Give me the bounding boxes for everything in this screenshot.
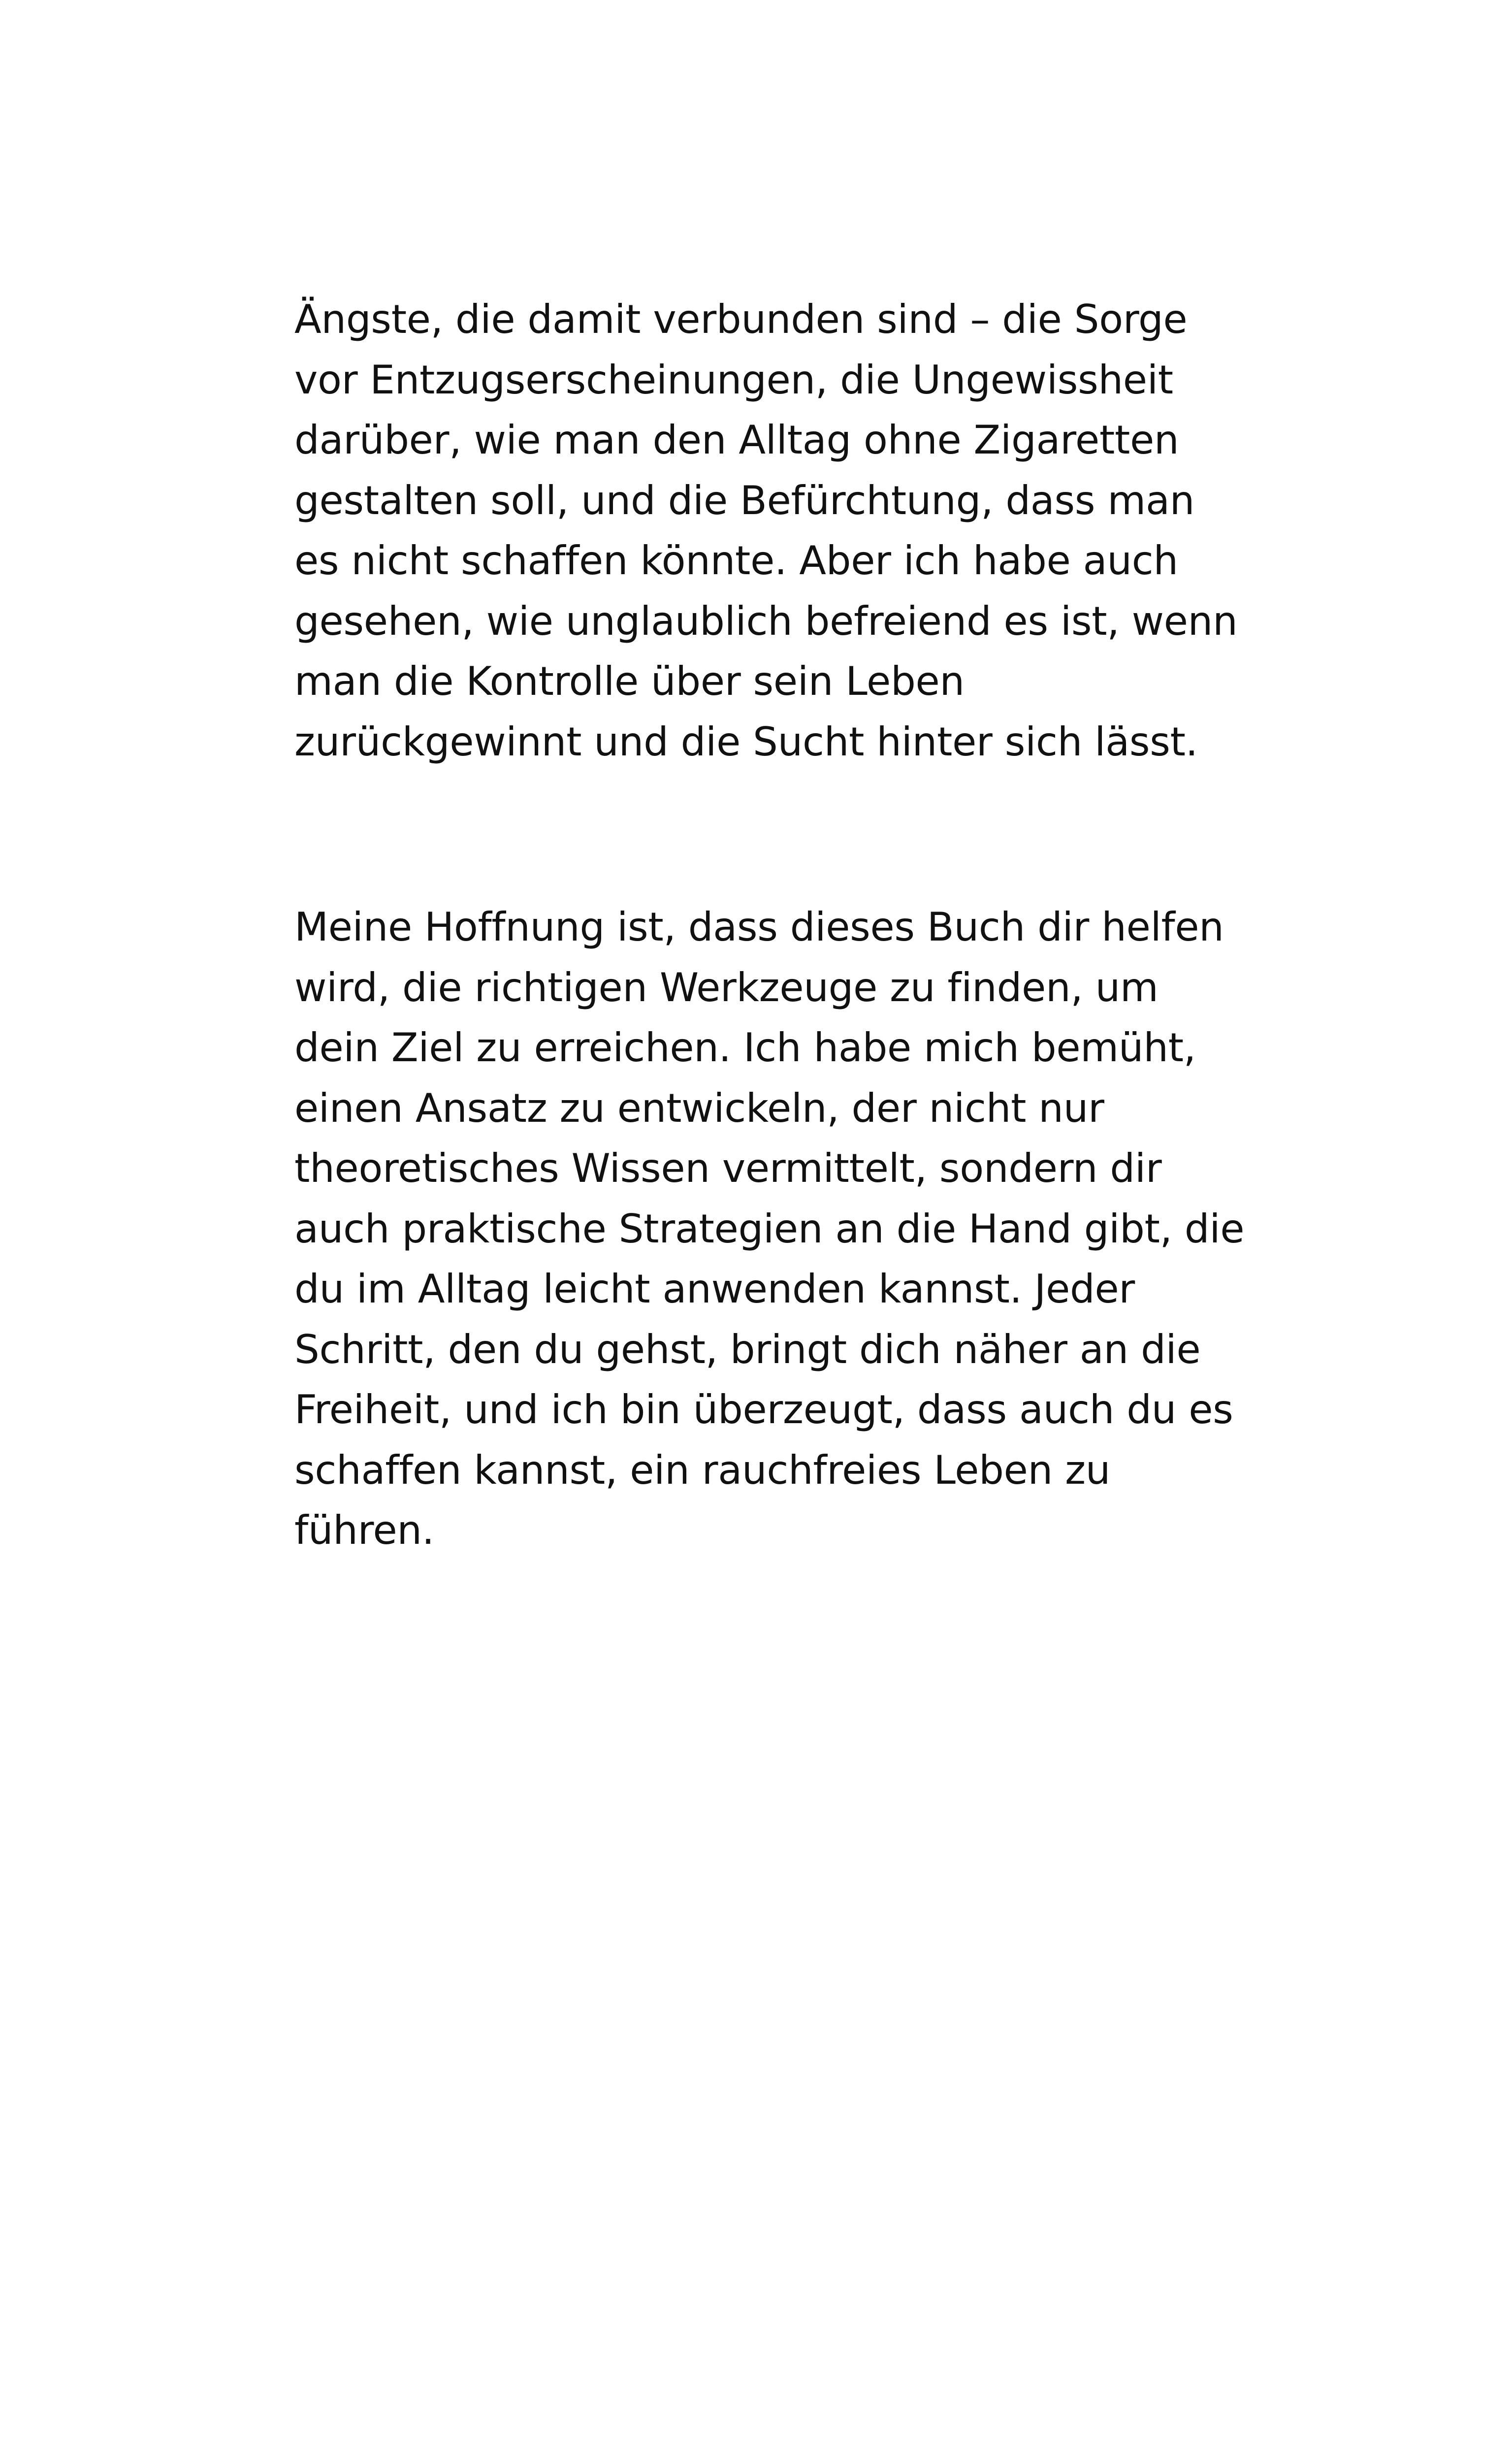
paragraph-line: Freiheit, und ich bin überzeugt, dass auch du es bbox=[294, 1387, 1233, 1433]
paragraph-line: führen. bbox=[294, 1507, 434, 1553]
paragraph-line: Meine Hoffnung ist, dass dieses Buch dir helfen bbox=[294, 904, 1224, 950]
paragraph-line: schaffen kannst, ein rauchfreies Leben zu bbox=[294, 1447, 1111, 1493]
paragraph-2 bbox=[294, 897, 1259, 1561]
paragraph-line: vor Entzugserscheinungen, die Ungewissheit bbox=[294, 357, 1173, 403]
paragraph-line: darüber, wie man den Alltag ohne Zigaretten bbox=[294, 417, 1179, 463]
paragraph-line: man die Kontrolle über sein Leben bbox=[294, 658, 965, 704]
paragraph-line: gestalten soll, und die Befürchtung, dass man bbox=[294, 477, 1195, 523]
paragraph-line: Ängste, die damit verbunden sind – die Sorge bbox=[294, 296, 1188, 342]
paragraph-line: Schritt, den du gehst, bringt dich näher an die bbox=[294, 1326, 1201, 1372]
paragraph-line: gesehen, wie unglaublich befreiend es ist, wenn bbox=[294, 598, 1238, 644]
paragraph-line: wird, die richtigen Werkzeuge zu finden, um bbox=[294, 964, 1158, 1010]
paragraph-line: dein Ziel zu erreichen. Ich habe mich bemüht, bbox=[294, 1025, 1196, 1071]
paragraph-line: einen Ansatz zu entwickeln, der nicht nur bbox=[294, 1085, 1104, 1131]
paragraph-line: es nicht schaffen könnte. Aber ich habe auch bbox=[294, 538, 1178, 584]
paragraph-line: zurückgewinnt und die Sucht hinter sich lässt. bbox=[294, 718, 1198, 765]
paragraph-1 bbox=[294, 290, 1259, 772]
paragraph-line: auch praktische Strategien an die Hand gibt, die bbox=[294, 1205, 1245, 1252]
paragraph-line: theoretisches Wissen vermittelt, sondern dir bbox=[294, 1145, 1162, 1191]
paragraph-line: du im Alltag leicht anwenden kannst. Jeder bbox=[294, 1266, 1135, 1312]
